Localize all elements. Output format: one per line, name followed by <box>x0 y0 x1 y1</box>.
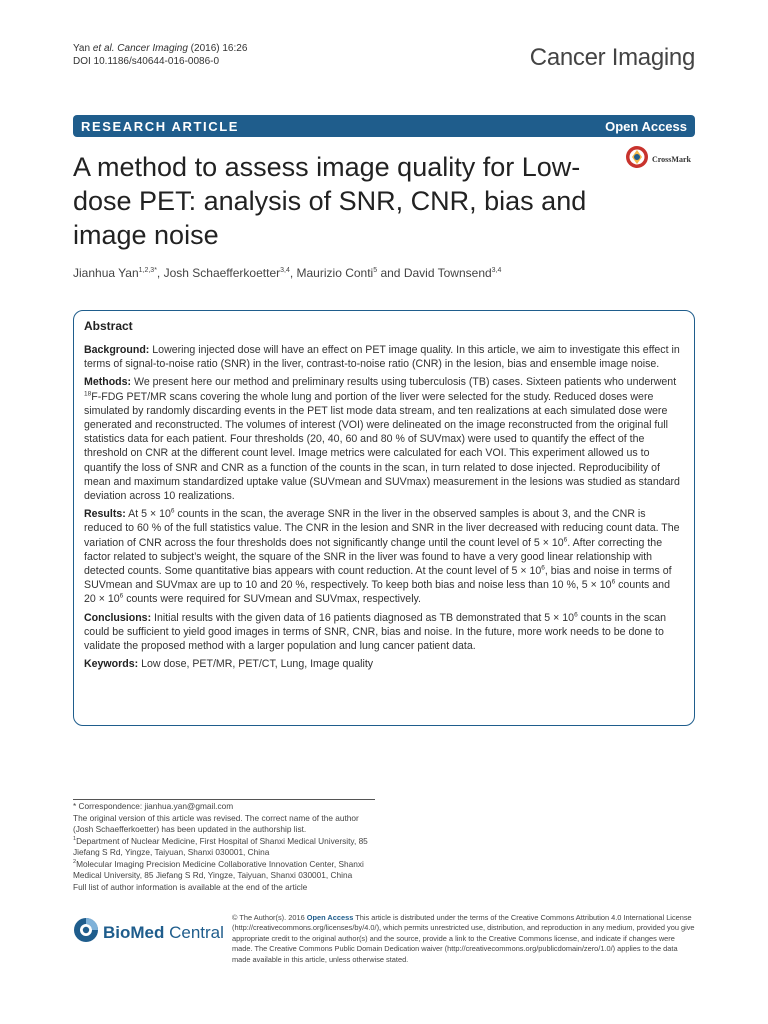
license-body: This article is distributed under the terms of the Creative Commons Attribution 4.0 International License (http://creativecommons.org/licenses/by/4.0/), which permits unrestricted use, distribution, and reproduction in any medium, provided you give appropriate credit to the original author(s) and the source, provide a link to the Creative Commons license, and indicate if changes were made. The Creative Commons Public Domain Dedication waiver (http://creativecommons.org/publicdomain/zero/1.0/) applies to the data made available in this article, unless otherwise stated. <box>232 913 695 964</box>
exponent-sup: 6 <box>541 564 545 572</box>
citation-line <box>73 42 247 55</box>
footnote-divider <box>73 799 375 800</box>
conclusions-label: Conclusions: <box>84 611 152 624</box>
publisher-logo[interactable] <box>73 917 224 948</box>
publisher-name <box>103 923 224 943</box>
journal-name: Cancer Imaging <box>529 44 695 71</box>
abstract-keywords <box>84 657 684 671</box>
exponent-sup: 6 <box>574 611 578 619</box>
author-affiliation-sup: 1,2,3* <box>138 267 157 274</box>
affiliation-sup: 1 <box>73 835 77 842</box>
exponent-sup: 6 <box>611 578 616 586</box>
exponent-sup: 6 <box>563 536 568 544</box>
citation-author: Yan <box>73 43 93 54</box>
abstract-background <box>84 343 684 371</box>
affiliation-1 <box>73 836 378 859</box>
crossmark-label: CrossMark <box>652 155 691 164</box>
article-type-banner <box>73 115 695 137</box>
citation-journal: et al. Cancer Imaging <box>92 43 188 54</box>
correspondence-note[interactable]: * Correspondence: jianhua.yan@gmail.com <box>73 801 234 811</box>
abstract-box <box>73 310 695 726</box>
methods-text: We present here our method and preliminary results using tuberculosis (TB) cases. Sixteen patients who underwent <box>131 376 677 389</box>
author-affiliation-sup: 3,4 <box>491 267 502 274</box>
article-title: A method to assess image quality for Low-dose PET: analysis of SNR, CNR, bias and image noise <box>73 152 587 250</box>
abstract-methods <box>84 375 684 503</box>
citation-header <box>73 42 247 68</box>
author-affiliation-sup: 3,4 <box>280 267 290 274</box>
affiliation-2 <box>73 859 378 882</box>
results-text: counts and 20 × 10 <box>84 579 670 606</box>
affiliation-text: Molecular Imaging Precision Medicine Collaborative Innovation Center, Shanxi Medical University, 85 Jiefang S Rd, Yingze, Taiyuan, Shanxi 030001, China <box>73 858 364 880</box>
abstract-heading: Abstract <box>84 319 133 333</box>
isotope-sup: 18 <box>84 390 92 398</box>
abstract-conclusions <box>84 611 684 654</box>
publisher-name-light: Central <box>164 922 224 942</box>
citation-year-volume: (2016) 16:26 <box>187 43 248 54</box>
crossmark-button[interactable] <box>625 145 691 174</box>
author-separator: , <box>289 266 297 280</box>
keywords-label: Keywords: <box>84 658 139 671</box>
results-text: counts in the scan, the average SNR in the liver in the observed samples is about 3, and the CNR is reduced to 60 % of the full statistics value. The CNR in the lesion and SNR in the liver decreased with reducing count data. The variation of CNR across the four thresholds does not significantly change until the count level of 5 × 10 <box>84 508 680 549</box>
affiliation-text: Department of Nuclear Medicine, First Hospital of Shanxi Medical University, 85 Jiefang S Rd, Yingze, Taiyuan, Shanxi 030001, China <box>73 835 368 857</box>
biomed-central-logo-icon <box>73 917 99 948</box>
conclusions-text: counts in the scan could be sufficient to yield good images in terms of SNR, CNR, bias and noise. In the future, more work needs to be done to validate the proposed method with a larger population and lung cancer patient data. <box>84 611 667 653</box>
methods-text: F-FDG PET/MR scans covering the whole lung and portion of the liver were selected for the study. Reduced doses were simulated by randomly discarding events in the PET list mode data stream, and ten realizations at each simulated dose were generated and reconstructed. The volumes of interest (VOI) were delineated on the image reconstructed from the original full statistics data for each patient. Four thresholds (20, 40, 60 and 80 % of SUVmax) were used to quantify the effect of the threshold on CNR at the different count level. Image metrics were calculated for each VOI. This experiment allowed us to quantify the loss of SNR and CNR as a function of the counts in the scan, in turn related to dose injected. Reproducibility of mean and maximum standardized uptake value (SUVmean and SUVmax) measurement in the lesions was studied as standard deviation across 10 realizations. <box>84 390 680 503</box>
keywords-text: Low dose, PET/MR, PET/CT, Lung, Image quality <box>138 658 374 671</box>
article-type-label: RESEARCH ARTICLE <box>81 118 240 134</box>
license-text <box>232 913 696 965</box>
open-access-label: Open Access <box>605 118 687 134</box>
footnotes <box>73 801 378 893</box>
results-text: At 5 × 10 <box>125 508 171 521</box>
author-name[interactable]: Josh Schaefferkoetter <box>163 266 281 280</box>
author-name[interactable]: David Townsend <box>403 266 492 280</box>
conclusions-text: Initial results with the given data of 16 patients diagnosed as TB demonstrated that 5 × 10 <box>151 611 575 624</box>
crossmark-icon <box>625 145 649 174</box>
publisher-name-bold: BioMed <box>103 922 165 942</box>
results-text: counts were required for SUVmean and SUVmax, respectively. <box>123 593 422 606</box>
author-affiliation-sup: 5 <box>373 267 378 274</box>
results-text: , bias and noise in terms of SUVmean and SUVmax are up to 10 and 20 %, respectively. To keep both bias and noise less than 10 %, 5 × 10 <box>84 565 672 592</box>
exponent-sup: 6 <box>119 592 124 600</box>
methods-label: Methods: <box>84 376 132 389</box>
exponent-sup: 6 <box>170 507 175 515</box>
doi-text[interactable]: DOI 10.1186/s40644-016-0086-0 <box>73 56 220 67</box>
revision-note: The original version of this article was revised. The correct name of the author (Josh Schaefferkoetter) has been updated in the authorship list. <box>73 812 359 834</box>
author-separator: and <box>377 266 404 280</box>
author-name[interactable]: Jianhua Yan <box>73 266 139 280</box>
background-text: Lowering injected dose will have an effect on PET image quality. In this article, we aim to investigate this effect in terms of signal-to-noise ratio (SNR) in the liver, contrast-to-noise ratio (CNR) in the lesion, bias and ensemble image noise. <box>84 344 680 371</box>
results-label: Results: <box>84 508 126 521</box>
affiliation-sup: 2 <box>73 858 77 865</box>
results-text: . After correcting the factor related to subject’s weight, the square of the SNR in the liver was found to have a very good linear relationship with detected counts. Some quantitative bias appears with count reduction. At the count level of 5 × 10 <box>84 536 663 578</box>
abstract-results <box>84 507 684 606</box>
author-separator: , <box>156 266 164 280</box>
copyright-text: © The Author(s). 2016 <box>232 913 307 922</box>
author-name[interactable]: Maurizio Conti <box>296 266 374 280</box>
license-open-access: Open Access <box>306 913 354 922</box>
author-list <box>73 266 501 280</box>
author-info-note: Full list of author information is available at the end of the article <box>73 881 308 892</box>
background-label: Background: <box>84 344 150 356</box>
